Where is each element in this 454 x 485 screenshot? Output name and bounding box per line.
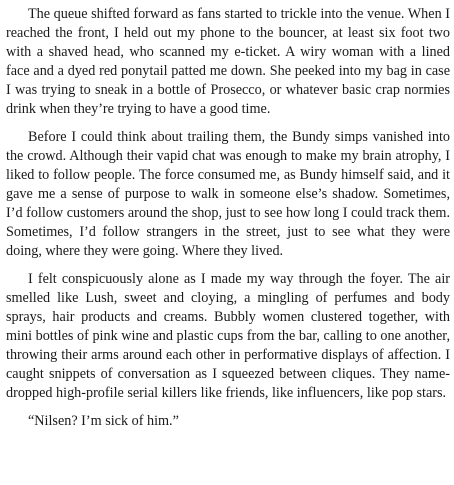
paragraph-foyer: I felt conspicuously alone as I made my way through the foyer. The air smelled like Lush, sweet and cloying, a mingling of perfumes and body sprays, hair products and creams. Bubbly women clustered together, with mini bottles of pink wine and plastic cups from the bar, calling to one another, throwing their arms around each other in performative displays of affection. I caught snippets of conversation as I squeezed between cliques. They name-dropped high-profile serial killers like friends, like influencers, like pop stars. (6, 271, 450, 401)
book-page (6, 5, 450, 431)
paragraph-following: Before I could think about trailing them, the Bundy simps vanished into the crowd. Although their vapid chat was enough to make my brain atrophy, I liked to follow people. The force consumed me, as Bundy himself said, and it gave me a sense of purpose to walk in someone else’s shadow. Sometimes, I’d follow customers around the shop, just to see how long I could track them. Sometimes, I’d follow strangers in the street, just to see what they were doing, where they were going. Where they lived. (6, 129, 450, 259)
paragraph-dialogue: “Nilsen? I’m sick of him.” (28, 413, 179, 429)
paragraph-queue: The queue shifted forward as fans started to trickle into the venue. When I reached the front, I held out my phone to the bouncer, at least six foot two with a shaved head, who scanned my e-ticket. A wiry woman with a lined face and a dyed red ponytail patted me down. She peeked into my bag in case I was trying to sneak in a bottle of Prosecco, or whatever basic crap normies drink when they’re trying to have a good time. (6, 6, 450, 117)
